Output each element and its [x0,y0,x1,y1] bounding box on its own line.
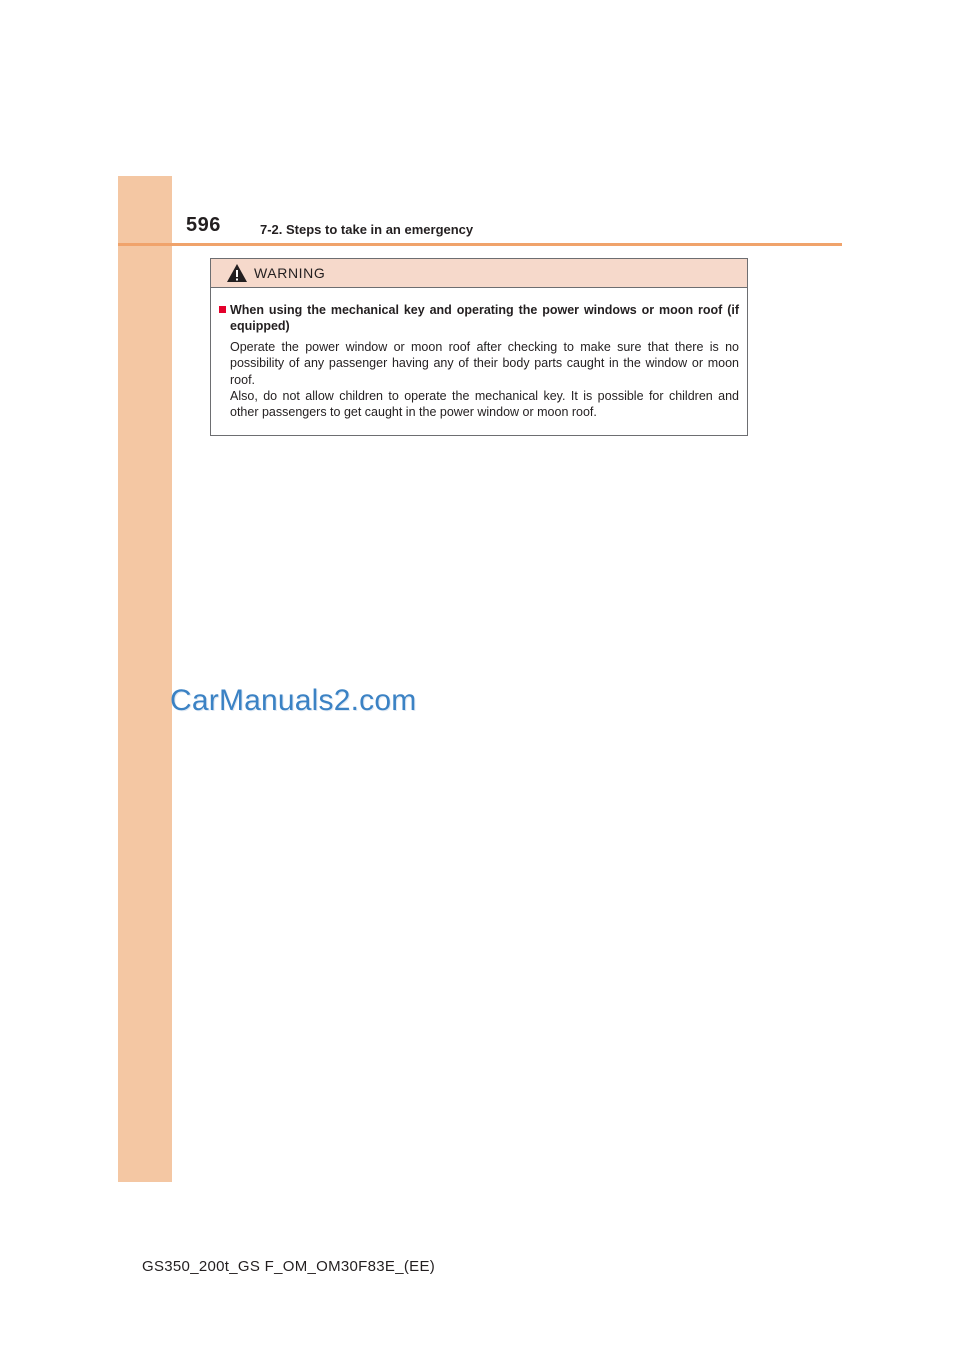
warning-paragraph-2: Also, do not allow children to operate the mechanical key. It is possible for children and other passengers to get caught in the power window or moon roof. [230,388,739,420]
header-rule [118,243,842,246]
section-title: 7-2. Steps to take in an emergency [260,222,474,237]
footer-document-code: GS350_200t_GS F_OM_OM30F83E_(EE) [142,1258,436,1275]
warning-heading-text: When using the mechanical key and operating the power windows or moon roof (if equipped) [230,303,739,333]
page-number: 596 [186,214,221,236]
bullet-square-icon [219,306,226,313]
warning-triangle-icon [226,263,248,283]
warning-paragraph-1: Operate the power window or moon roof after checking to make sure that there is no possibility of any passenger having any of their body parts caught in the window or moon roof. [230,340,739,387]
watermark-logo: CarManuals2.com [170,684,417,717]
warning-item-text [219,339,739,420]
warning-label: WARNING [254,265,326,281]
warning-header [211,259,747,288]
warning-body [211,288,747,420]
chapter-side-strip [118,176,172,1182]
warning-box [210,258,748,436]
warning-item-heading [219,302,739,334]
